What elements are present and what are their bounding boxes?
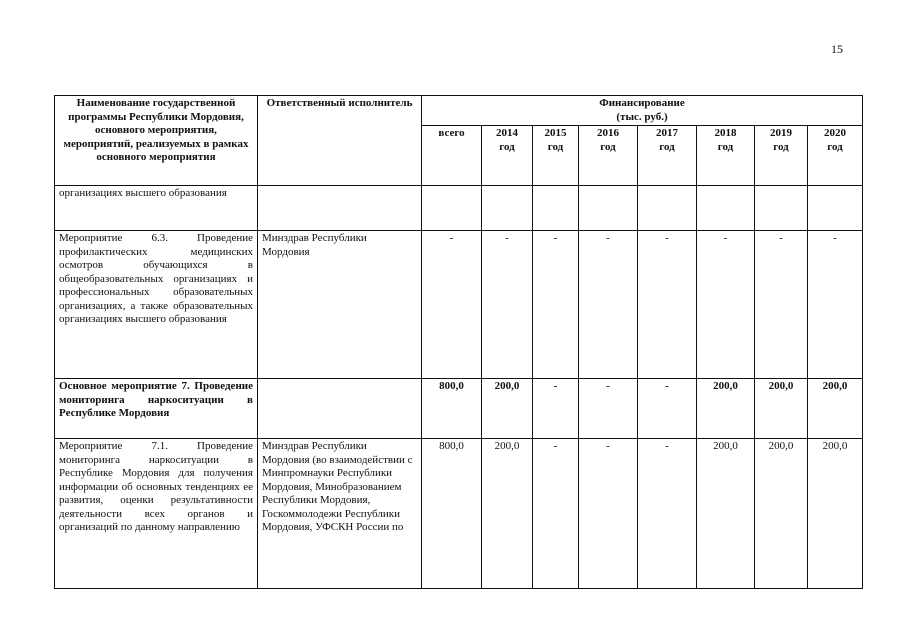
row-executor-cell: Минздрав Республики Мордовия (во взаимодействии с Минпромнауки Республики Мордовия, Минобразованием Республики Мордовия, Госкоммолодежи Республики Мордовия, УФСКН России по (258, 439, 422, 589)
value-cell: 200,0 (808, 439, 863, 589)
value-cell (422, 186, 482, 231)
value-cell: 200,0 (482, 439, 533, 589)
row-name-cell: Основное мероприятие 7. Проведение мониторинга наркоситуации в Республике Мордовия (55, 379, 258, 439)
table-row (55, 379, 863, 439)
year-column-header: 2017 год (638, 126, 697, 186)
value-cell: - (422, 231, 482, 379)
table-header-row (55, 96, 863, 126)
table-row (55, 439, 863, 589)
year-column-header: 2016 год (579, 126, 638, 186)
value-cell: 800,0 (422, 439, 482, 589)
value-cell (482, 186, 533, 231)
value-cell: 200,0 (697, 439, 755, 589)
year-column-header: 2020 год (808, 126, 863, 186)
value-cell: - (697, 231, 755, 379)
table-row (55, 186, 863, 231)
value-cell: 200,0 (755, 439, 808, 589)
value-cell: - (579, 439, 638, 589)
value-cell: - (482, 231, 533, 379)
financing-title: Финансирование (599, 97, 685, 109)
value-cell (579, 186, 638, 231)
value-cell: - (533, 231, 579, 379)
value-cell: - (533, 379, 579, 439)
row-name-cell: Мероприятие 7.1. Проведение мониторинга наркоситуации в Республике Мордовия для получения информации об основных тенденциях ее развития, оценки результативности деятельности всех органов и организаций по данному направлению (55, 439, 258, 589)
row-name-cell: организациях высшего образования (55, 186, 258, 231)
year-column-header: 2015 год (533, 126, 579, 186)
year-column-header: 2018 год (697, 126, 755, 186)
value-cell: - (638, 379, 697, 439)
value-cell (533, 186, 579, 231)
year-column-header: 2014 год (482, 126, 533, 186)
table-row (55, 231, 863, 379)
page-number: 15 (831, 42, 843, 56)
value-cell: - (579, 231, 638, 379)
value-cell (697, 186, 755, 231)
value-cell: 200,0 (482, 379, 533, 439)
value-cell: - (533, 439, 579, 589)
financing-table (54, 95, 863, 589)
value-cell: 800,0 (422, 379, 482, 439)
value-cell: - (808, 231, 863, 379)
value-cell: - (755, 231, 808, 379)
total-column-header: всего (422, 126, 482, 186)
value-cell (638, 186, 697, 231)
value-cell (808, 186, 863, 231)
row-name-cell: Мероприятие 6.3. Проведение профилактических медицинских осмотров обучающихся в общеобразовательных организациях и профессиональных образовательных организациях, а также образовательных организациях высшего образования (55, 231, 258, 379)
value-cell: 200,0 (697, 379, 755, 439)
executor-column-header: Ответственный исполнитель (258, 96, 422, 186)
value-cell: 200,0 (808, 379, 863, 439)
financing-column-header (422, 96, 863, 126)
value-cell (755, 186, 808, 231)
program-column-header: Наименование государственной программы Республики Мордовия, основного мероприятия, мероприятий, реализуемых в рамках основного мероприятия (55, 96, 258, 186)
row-executor-cell: Минздрав Республики Мордовия (258, 231, 422, 379)
value-cell: 200,0 (755, 379, 808, 439)
value-cell: - (579, 379, 638, 439)
row-executor-cell (258, 186, 422, 231)
row-executor-cell (258, 379, 422, 439)
financing-unit: (тыс. руб.) (616, 110, 668, 123)
value-cell: - (638, 439, 697, 589)
value-cell: - (638, 231, 697, 379)
year-column-header: 2019 год (755, 126, 808, 186)
